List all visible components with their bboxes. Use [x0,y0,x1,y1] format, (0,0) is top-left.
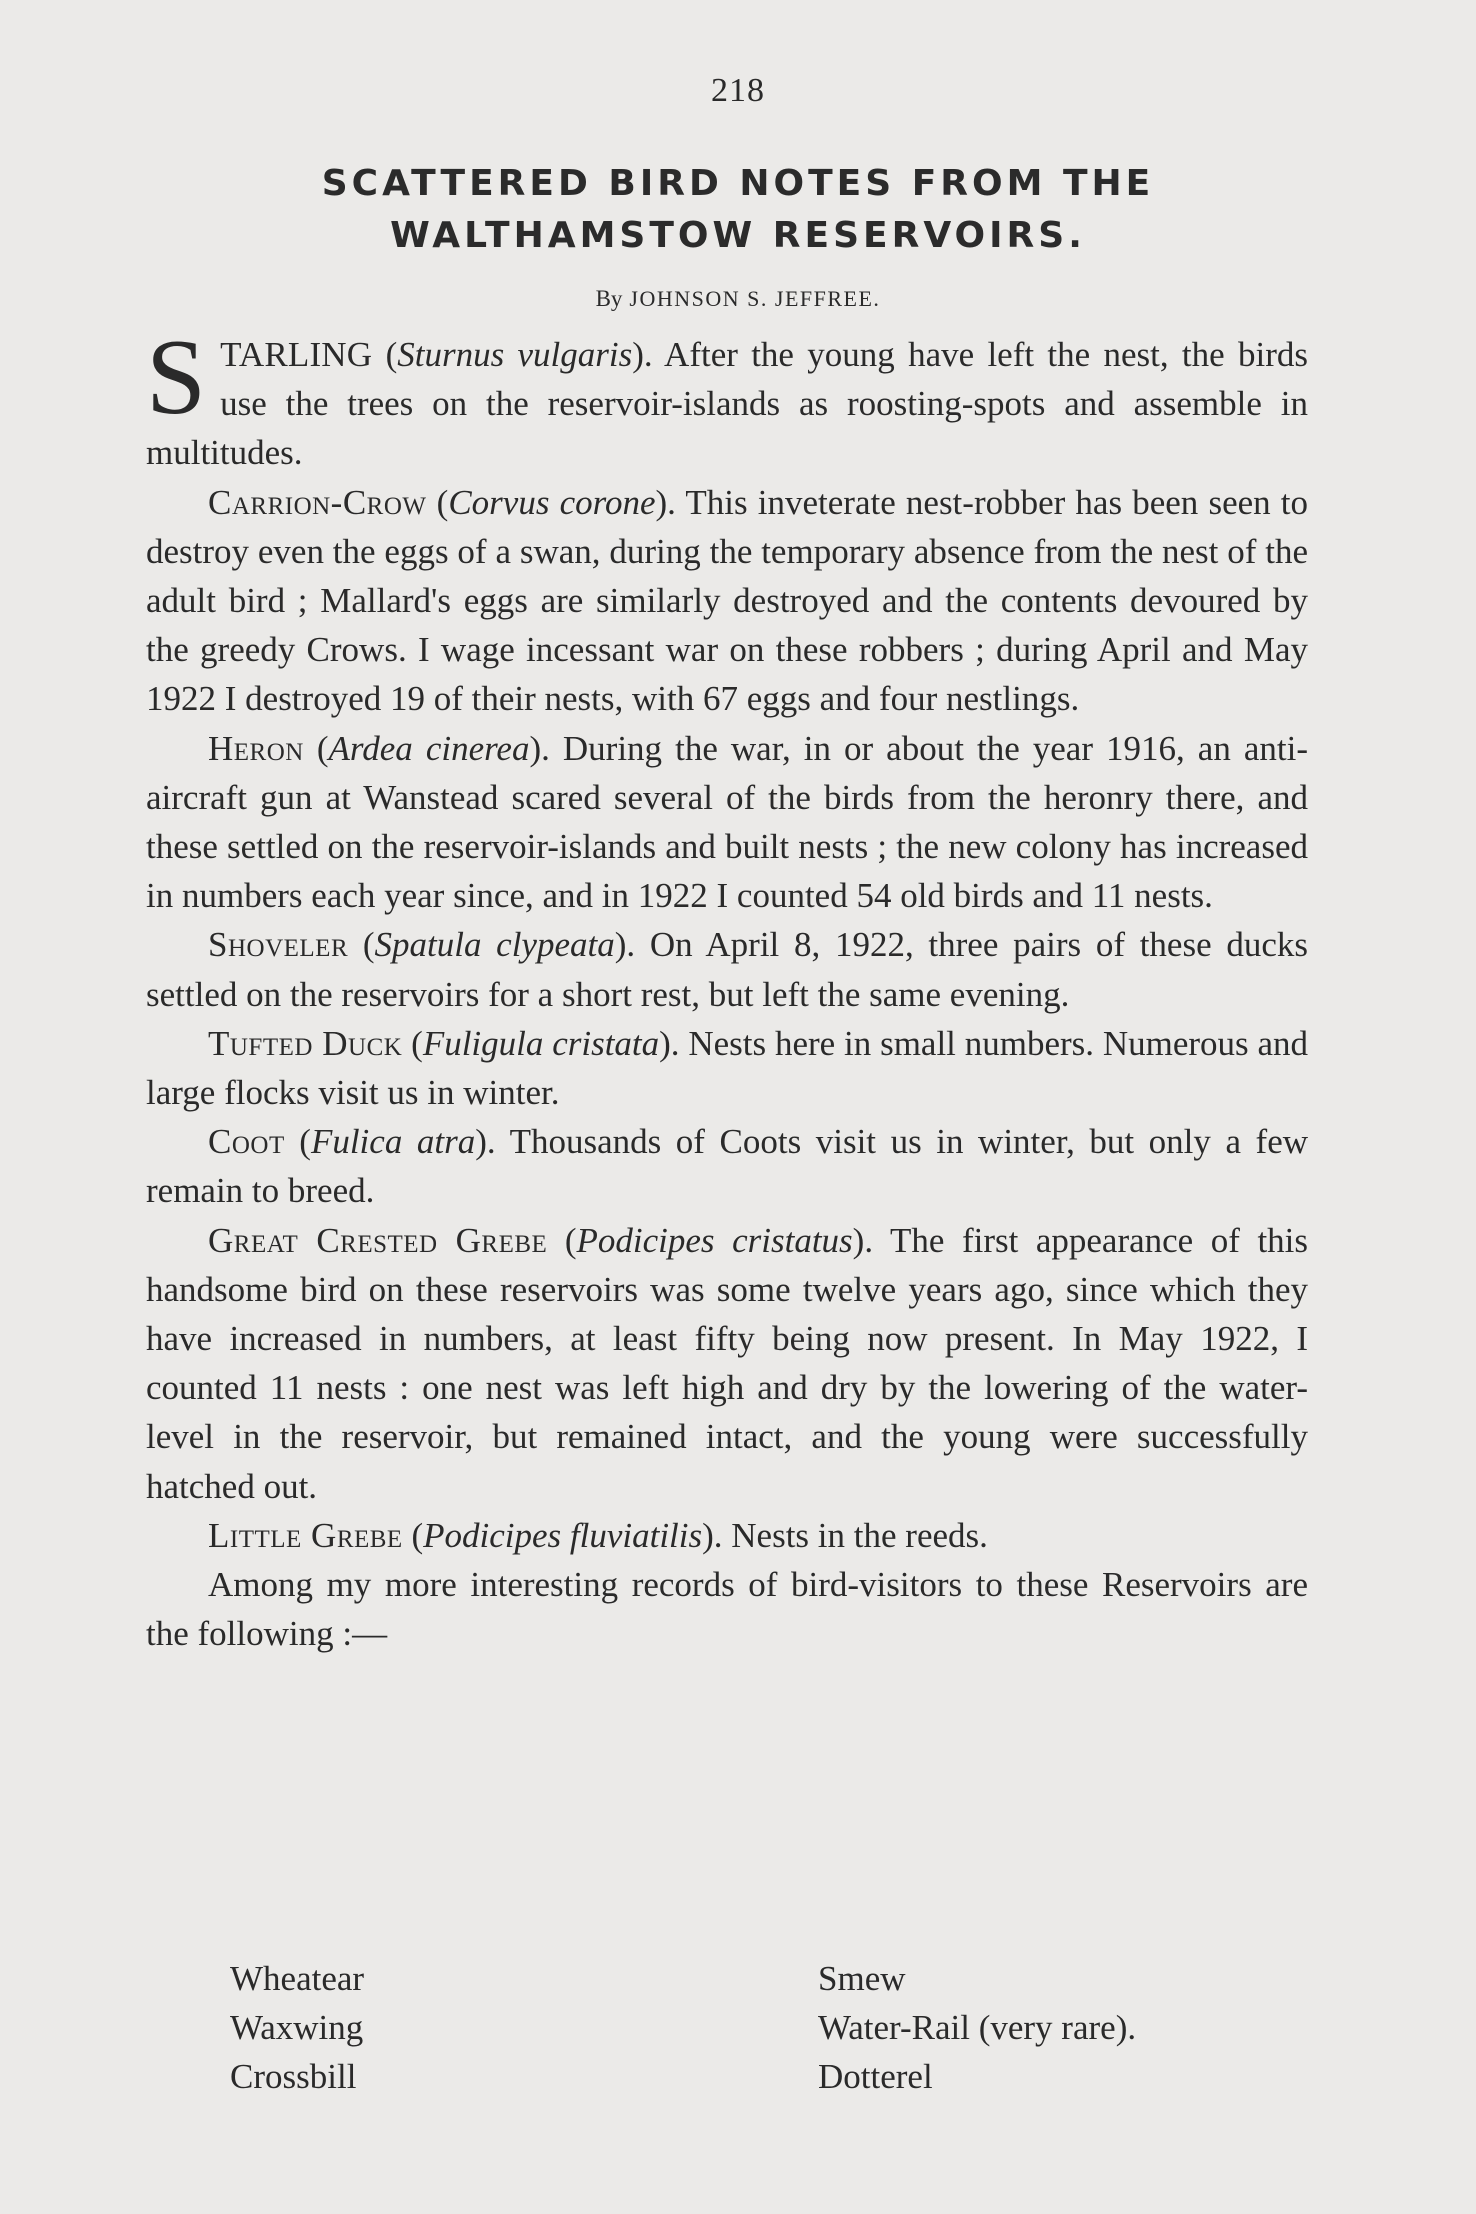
record-item: Waxwing [230,2008,364,2048]
latin-name: Ardea cinerea [328,728,530,768]
title-line-1: SCATTERED BIRD NOTES FROM THE [321,163,1155,204]
species-name: Great Crested Grebe [208,1220,548,1260]
paragraph-text: ). This inveterate nest-robber has been seen to destroy even the eggs of a swan, during the temporary absence from the nest of the adult bird ; Mallard's eggs are similarly destroyed and the contents devoured by the greedy Crows. I wage incessant war on these robbers ; during April and May 1922 I destroyed 19 of their nests, with 67 eggs and four nestlings. [146,482,1309,719]
record-item: Dotterel [818,2057,933,2097]
species-name: Little Grebe [208,1515,403,1555]
latin-name: Corvus corone [448,482,656,522]
latin-name: Sturnus vulgaris [397,335,633,374]
latin-name: Podicipes fluviatilis [423,1515,703,1555]
byline-by: By [595,286,623,311]
record-item: Crossbill [230,2057,357,2097]
paragraph-text: ). The first appearance of this handsome bird on these reservoirs was some twelve years ago, since which they have increased in numbers, at least fifty being now present. In May 1922, I counted 11 nests : one nest was left high and dry by the lowering of the water-level in the reservoir, but remained intact, and the young were successfully hatched out. [146,1220,1309,1506]
title-line-2: WALTHAMSTOW RESERVOIRS. [390,215,1086,256]
record-item: Smew [818,1959,906,1998]
record-item: Water-Rail (very rare). [818,2008,1137,2048]
paragraph-coot: Coot (Fulica atra). Thousands of Coots visit us in winter, but only a few remain to breed. [146,1122,1309,1211]
species-name: Coot [208,1122,285,1162]
article-title [0,158,1476,262]
paragraph-text: ). Nests in the reeds. [702,1515,988,1555]
paragraph-records-intro [146,1560,1308,1658]
paragraph-little-grebe: Little Grebe (Podicipes fluviatilis). Nests in the reeds. [208,1515,988,1555]
paragraph-starling: STARLING (Sturnus vulgaris). After the young have left the nest, the birds use the trees on the reservoir-islands as roosting-spots and assemble in multitudes. [146,318,1308,473]
paragraph-text: Among my more interesting records of bird-visitors to these Reservoirs are the following :— [146,1565,1308,1654]
paragraph-text: ). After the young have left the nest, the birds use the trees on the reservoir-islands as roosting-spots and assemble in multitudes. [146,335,1308,473]
records-column-left [230,1954,364,2102]
species-name: Carrion-Crow [208,482,427,522]
latin-name: Fulica atra [310,1122,476,1162]
paragraph-heron: Heron (Ardea cinerea). During the war, in or about the year 1916, an anti-aircraft gun at Wanstead scared several of the birds from the heronry there, and these settled on the reservoir-islands and built nests ; the new colony has increased in numbers each year since, and in 1922 I counted 54 old birds and 11 nests. [146,728,1309,916]
record-item: Wheatear [230,1959,365,1998]
byline [0,286,1476,312]
species-name: Tufted Duck [208,1023,403,1063]
paragraph-text: ). Thousands of Coots visit us in winter, but only a few remain to breed. [146,1122,1309,1211]
paragraph-text: ). During the war, in or about the year 1916, an anti-aircraft gun at Wanstead scared several of the birds from the heronry there, and these settled on the reservoir-islands and built nests ; the new colony has increased in numbers each year since, and in 1922 I counted 54 old birds and 11 nests. [146,728,1309,916]
paragraph-great-crested-grebe: Great Crested Grebe (Podicipes cristatus). The first appearance of this handsome bird on these reservoirs was some twelve years ago, since which they have increased in numbers, at least fifty being now present. In May 1922, I counted 11 nests : one nest was left high and dry by the lowering of the water-level in the reservoir, but remained intact, and the young were successfully hatched out. [146,1220,1309,1506]
paragraph-carrion-crow: Carrion-Crow (Corvus corone). This inveterate nest-robber has been seen to destroy even the eggs of a swan, during the temporary absence from the nest of the adult bird ; Mallard's eggs are similarly destroyed and the contents devoured by the greedy Crows. I wage incessant war on these robbers ; during April and May 1922 I destroyed 19 of their nests, with 67 eggs and four nestlings. [146,482,1309,719]
paragraph-text: ). Nests here in small numbers. Numerous and large flocks visit us in winter. [146,1023,1309,1113]
records-column-right [818,1954,1136,2102]
paragraph-shoveler: Shoveler (Spatula clypeata). On April 8, 1922, three pairs of these ducks settled on the reservoirs for a short rest, but left the same evening. [146,925,1308,1014]
species-name: Shoveler [208,925,349,965]
latin-name: Fuligula cristata [422,1023,660,1063]
page-number: 218 [711,72,765,109]
paragraph-text: ). On April 8, 1922, three pairs of these ducks settled on the reservoirs for a short rest, but left the same evening. [146,925,1308,1014]
article-body [146,318,1309,1658]
paragraph-tufted-duck: Tufted Duck (Fuligula cristata). Nests here in small numbers. Numerous and large flocks visit us in winter. [146,1023,1309,1113]
latin-name: Podicipes cristatus [576,1220,853,1260]
byline-author: JOHNSON S. JEFFREE. [629,286,881,311]
species-name: Heron [208,728,304,768]
latin-name: Spatula clypeata [374,925,615,965]
species-name: TARLING [220,335,373,374]
drop-cap: S [146,318,207,437]
